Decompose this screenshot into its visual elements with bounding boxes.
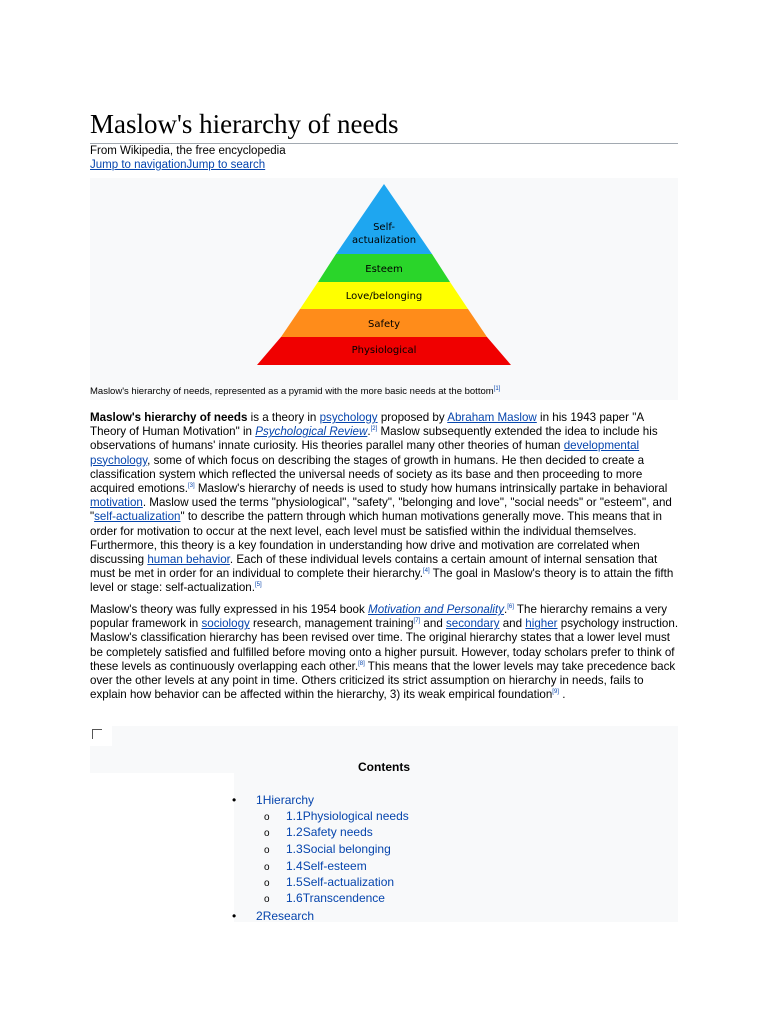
ref-2[interactable]: [2] (370, 426, 378, 433)
intro-paragraph: Maslow's hierarchy of needs is a theory in psychology proposed by Abraham Maslow in his 1943 paper "A Theory of Human Motivation" in Psychological Review.[2] Maslow subsequently extended the idea to include his observations of humans' innate curiosity. His theories parallel many other theories of human developmental psychology, some of which focus on describing the stages of growth in humans. He then decided to create a classification system which reflected the universal needs of society as its base and then proceeding to more acquired emotions.[3] Maslow's hierarchy of needs is used to study how humans intrinsically partake in behavioral motivation. Maslow used the terms "physiological", "safety", "belonging and love", "social needs" or "esteem", and "self-actualization" to describe the pattern through which human motivations generally move. This means that in order for motivation to occur at the next level, each level must be satisfied within the individual themselves. Furthermore, this theory is a key foundation in understanding how drive and motivation are correlated when discussing human behavior. Each of these individual levels contains a certain amount of internal sensation that must be met in order for an individual to complete their hierarchy.[4] The goal in Maslow's theory is to attain the fifth level or stage: self-actualization.[5] (90, 411, 674, 595)
link-psychology[interactable]: psychology (319, 411, 378, 424)
ref-4[interactable]: [4] (422, 568, 430, 575)
pyramid-label-safety: Safety (368, 319, 400, 330)
link-developmental-psychology[interactable]: developmental psychology (90, 439, 640, 467)
tagline: From Wikipedia, the free encyclopedia (90, 145, 286, 157)
toc-item-physiological-needs[interactable]: o 1.1Physiological needs (264, 809, 409, 823)
ref-1[interactable]: [1] (493, 385, 501, 392)
second-paragraph: Maslow's theory was fully expressed in his 1954 book Motivation and Personality.[6] The hierarchy remains a very popular framework in sociology research, management training[7] and secondary and higher psychology instruction. Maslow's classification hierarchy has been revised over time. The original hierarchy states that a lower level must be completely satisfied and fulfilled before moving onto a higher pursuit. However, today scholars prefer to think of these levels as continuously overlapping each other.[8] This means that the lower levels may take precedence back over the other levels at any point in time. Others criticized its strict assumption on hierarchy in needs, fails to explain how behavior can be affected within the hierarchy, 3) its weak empirical foundation[9] . (90, 603, 679, 702)
pyramid-figure (90, 178, 678, 400)
figure-caption: Maslow's hierarchy of needs, represented as a pyramid with the more basic needs at the bottom[1] (90, 385, 501, 397)
ref-7[interactable]: [7] (413, 618, 421, 625)
pyramid-diagram (90, 178, 678, 400)
ref-6[interactable]: [6] (507, 604, 514, 611)
page-title: Maslow's hierarchy of needs (90, 106, 678, 144)
link-abraham-maslow[interactable]: Abraham Maslow (447, 411, 537, 424)
toc-title: Contents (358, 760, 410, 774)
ref-8[interactable]: [8] (358, 660, 365, 667)
pyramid-label-love-belonging: Love/belonging (345, 291, 423, 302)
toc-spacer (90, 773, 234, 922)
checkbox-icon (92, 729, 102, 739)
link-motivation[interactable]: motivation (90, 496, 143, 510)
ref-3[interactable]: [3] (187, 483, 195, 490)
pyramid-label-physiological: Physiological (351, 345, 417, 356)
toc-item-self-actualization[interactable]: o 1.5Self-actualization (264, 875, 395, 889)
toc-item-hierarchy[interactable]: • 1Hierarchy (232, 793, 315, 807)
jump-to-search-link[interactable]: Jump to search (186, 159, 266, 171)
link-sociology[interactable]: sociology (201, 617, 250, 631)
toc-item-self-esteem[interactable]: o 1.4Self-esteem (264, 859, 367, 873)
toc-item-safety-needs[interactable]: o 1.2Safety needs (264, 825, 373, 839)
pyramid-label-self: Self- (373, 222, 395, 233)
toc-item-research[interactable]: • 2Research (232, 909, 315, 923)
link-psychological-review[interactable]: Psychological Review (255, 425, 368, 439)
link-higher[interactable]: higher (525, 617, 558, 631)
link-self-actualization[interactable]: self-actualization (94, 510, 181, 524)
ref-9[interactable]: [9] (552, 689, 559, 696)
jump-to-navigation-link[interactable]: Jump to navigation (90, 159, 187, 171)
toc-item-transcendence[interactable]: o 1.6Transcendence (264, 891, 385, 905)
toc-toggle-checkbox[interactable] (90, 726, 112, 746)
link-human-behavior[interactable]: human behavior (147, 553, 230, 567)
jump-links (90, 158, 265, 172)
link-secondary[interactable]: secondary (446, 617, 500, 631)
ref-5[interactable]: [5] (254, 582, 262, 589)
pyramid-label-esteem: Esteem (365, 264, 403, 275)
toc-item-social-belonging[interactable]: o 1.3Social belonging (264, 842, 391, 856)
link-motivation-and-personality[interactable]: Motivation and Personality (368, 603, 505, 616)
pyramid-label-actualization: actualization (351, 235, 417, 246)
subject-bold: Maslow's hierarchy of needs (90, 411, 248, 424)
